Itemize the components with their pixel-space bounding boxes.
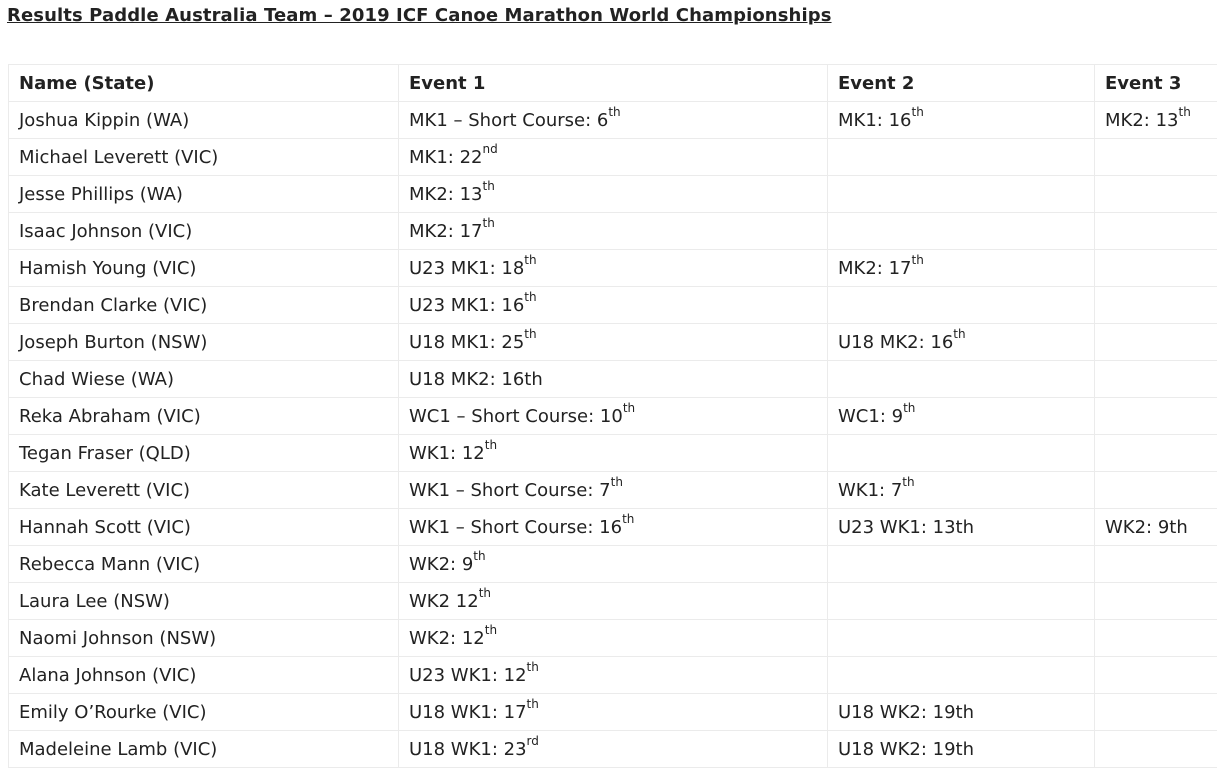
- ordinal-suffix: th: [485, 623, 497, 637]
- event-3-result-cell: [1095, 546, 1217, 583]
- event-2-result-cell: [828, 657, 1095, 694]
- athlete-name-cell: Chad Wiese (WA): [9, 361, 399, 398]
- event-1-result-cell: [399, 435, 828, 472]
- athlete-name-cell: Hamish Young (VIC): [9, 250, 399, 287]
- event-2-result-cell: [828, 620, 1095, 657]
- event-2-result-cell: [828, 509, 1095, 546]
- event-1-result-cell: [399, 583, 828, 620]
- event-1-result-cell: [399, 509, 828, 546]
- ordinal-suffix: th: [527, 660, 539, 674]
- event-1-result-cell: [399, 657, 828, 694]
- event-3-result-cell: [1095, 324, 1217, 361]
- athlete-name-cell: Michael Leverett (VIC): [9, 139, 399, 176]
- athlete-name-cell: Joseph Burton (NSW): [9, 324, 399, 361]
- result-text: MK1 – Short Course: 6: [409, 110, 608, 131]
- ordinal-suffix: th: [473, 549, 485, 563]
- result-text: WK2 12: [409, 591, 479, 612]
- table-row: [9, 361, 1217, 398]
- event-1-result-cell: [399, 102, 828, 139]
- result-text: U23 MK1: 18: [409, 258, 524, 279]
- table-row: [9, 102, 1217, 139]
- result-text: U23 WK1: 12: [409, 665, 527, 686]
- result-text: WK2: 12: [409, 628, 485, 649]
- result-text: U18 WK2: 19th: [838, 702, 974, 723]
- event-1-result-cell: [399, 250, 828, 287]
- results-body: [9, 102, 1217, 768]
- ordinal-suffix: th: [482, 216, 494, 230]
- result-text: U23 WK1: 13th: [838, 517, 974, 538]
- ordinal-suffix: th: [482, 179, 494, 193]
- result-text: MK2: 17: [409, 221, 482, 242]
- result-text: WK2: 9th: [1105, 517, 1188, 538]
- table-row: [9, 398, 1217, 435]
- ordinal-suffix: th: [479, 586, 491, 600]
- ordinal-suffix: th: [911, 105, 923, 119]
- ordinal-suffix: th: [524, 327, 536, 341]
- event-3-result-cell: [1095, 435, 1217, 472]
- athlete-name-cell: Hannah Scott (VIC): [9, 509, 399, 546]
- event-1-result-cell: [399, 176, 828, 213]
- event-2-result-cell: [828, 583, 1095, 620]
- table-row: [9, 324, 1217, 361]
- result-text: WK1 – Short Course: 16: [409, 517, 622, 538]
- event-2-result-cell: [828, 139, 1095, 176]
- event-3-result-cell: [1095, 472, 1217, 509]
- table-row: [9, 139, 1217, 176]
- event-3-result-cell: [1095, 287, 1217, 324]
- event-2-result-cell: [828, 546, 1095, 583]
- result-text: WK1 – Short Course: 7: [409, 480, 611, 501]
- event-3-result-cell: [1095, 250, 1217, 287]
- ordinal-suffix: nd: [482, 142, 497, 156]
- column-header-event-2: Event 2: [828, 65, 1095, 102]
- event-3-result-cell: [1095, 176, 1217, 213]
- table-header-row: [9, 65, 1217, 102]
- athlete-name-cell: Naomi Johnson (NSW): [9, 620, 399, 657]
- event-2-result-cell: [828, 472, 1095, 509]
- result-text: U23 MK1: 16: [409, 295, 524, 316]
- result-text: MK1: 22: [409, 147, 482, 168]
- result-text: MK1: 16: [838, 110, 911, 131]
- athlete-name-cell: Joshua Kippin (WA): [9, 102, 399, 139]
- table-row: [9, 657, 1217, 694]
- event-1-result-cell: [399, 324, 828, 361]
- table-row: [9, 509, 1217, 546]
- event-3-result-cell: [1095, 139, 1217, 176]
- athlete-name-cell: Laura Lee (NSW): [9, 583, 399, 620]
- result-text: WC1: 9: [838, 406, 903, 427]
- event-1-result-cell: [399, 620, 828, 657]
- result-text: WC1 – Short Course: 10: [409, 406, 623, 427]
- table-row: [9, 583, 1217, 620]
- table-row: [9, 694, 1217, 731]
- ordinal-suffix: th: [527, 697, 539, 711]
- result-text: U18 WK2: 19th: [838, 739, 974, 760]
- event-1-result-cell: [399, 213, 828, 250]
- ordinal-suffix: th: [524, 290, 536, 304]
- result-text: MK2: 13: [409, 184, 482, 205]
- event-3-result-cell: [1095, 361, 1217, 398]
- event-2-result-cell: [828, 435, 1095, 472]
- results-table: [8, 64, 1217, 768]
- column-header-event-1: Event 1: [399, 65, 828, 102]
- athlete-name-cell: Emily O’Rourke (VIC): [9, 694, 399, 731]
- event-3-result-cell: [1095, 583, 1217, 620]
- ordinal-suffix: th: [611, 475, 623, 489]
- page-title: Results Paddle Australia Team – 2019 ICF Canoe Marathon World Championships: [7, 5, 832, 26]
- result-text: WK1: 7: [838, 480, 902, 501]
- athlete-name-cell: Isaac Johnson (VIC): [9, 213, 399, 250]
- athlete-name-cell: Madeleine Lamb (VIC): [9, 731, 399, 768]
- athlete-name-cell: Alana Johnson (VIC): [9, 657, 399, 694]
- table-row: [9, 620, 1217, 657]
- result-text: U18 MK1: 25: [409, 332, 524, 353]
- ordinal-suffix: th: [911, 253, 923, 267]
- event-2-result-cell: [828, 102, 1095, 139]
- event-2-result-cell: [828, 213, 1095, 250]
- event-1-result-cell: [399, 694, 828, 731]
- event-1-result-cell: [399, 139, 828, 176]
- result-text: WK1: 12: [409, 443, 485, 464]
- result-text: U18 MK2: 16th: [409, 369, 543, 390]
- athlete-name-cell: Tegan Fraser (QLD): [9, 435, 399, 472]
- event-1-result-cell: [399, 287, 828, 324]
- ordinal-suffix: rd: [527, 734, 539, 748]
- column-header-name: Name (State): [9, 65, 399, 102]
- athlete-name-cell: Brendan Clarke (VIC): [9, 287, 399, 324]
- event-2-result-cell: [828, 250, 1095, 287]
- event-1-result-cell: [399, 546, 828, 583]
- table-row: [9, 176, 1217, 213]
- table-row: [9, 287, 1217, 324]
- event-3-result-cell: [1095, 102, 1217, 139]
- column-header-event-3: Event 3: [1095, 65, 1217, 102]
- event-2-result-cell: [828, 398, 1095, 435]
- event-1-result-cell: [399, 398, 828, 435]
- event-2-result-cell: [828, 176, 1095, 213]
- athlete-name-cell: Rebecca Mann (VIC): [9, 546, 399, 583]
- athlete-name-cell: Jesse Phillips (WA): [9, 176, 399, 213]
- event-3-result-cell: [1095, 398, 1217, 435]
- ordinal-suffix: th: [524, 253, 536, 267]
- ordinal-suffix: th: [622, 512, 634, 526]
- event-2-result-cell: [828, 287, 1095, 324]
- event-3-result-cell: [1095, 694, 1217, 731]
- table-row: [9, 250, 1217, 287]
- result-text: U18 MK2: 16: [838, 332, 953, 353]
- ordinal-suffix: th: [1178, 105, 1190, 119]
- ordinal-suffix: th: [485, 438, 497, 452]
- event-3-result-cell: [1095, 620, 1217, 657]
- event-1-result-cell: [399, 472, 828, 509]
- athlete-name-cell: Kate Leverett (VIC): [9, 472, 399, 509]
- result-text: MK2: 17: [838, 258, 911, 279]
- table-row: [9, 472, 1217, 509]
- ordinal-suffix: th: [623, 401, 635, 415]
- table-row: [9, 213, 1217, 250]
- result-text: MK2: 13: [1105, 110, 1178, 131]
- event-2-result-cell: [828, 694, 1095, 731]
- table-row: [9, 546, 1217, 583]
- event-2-result-cell: [828, 361, 1095, 398]
- event-3-result-cell: [1095, 657, 1217, 694]
- result-text: U18 WK1: 23: [409, 739, 527, 760]
- athlete-name-cell: Reka Abraham (VIC): [9, 398, 399, 435]
- result-text: U18 WK1: 17: [409, 702, 527, 723]
- ordinal-suffix: th: [608, 105, 620, 119]
- event-3-result-cell: [1095, 509, 1217, 546]
- event-3-result-cell: [1095, 213, 1217, 250]
- table-row: [9, 435, 1217, 472]
- ordinal-suffix: th: [903, 401, 915, 415]
- event-1-result-cell: [399, 361, 828, 398]
- result-text: WK2: 9: [409, 554, 473, 575]
- ordinal-suffix: th: [953, 327, 965, 341]
- event-2-result-cell: [828, 324, 1095, 361]
- ordinal-suffix: th: [902, 475, 914, 489]
